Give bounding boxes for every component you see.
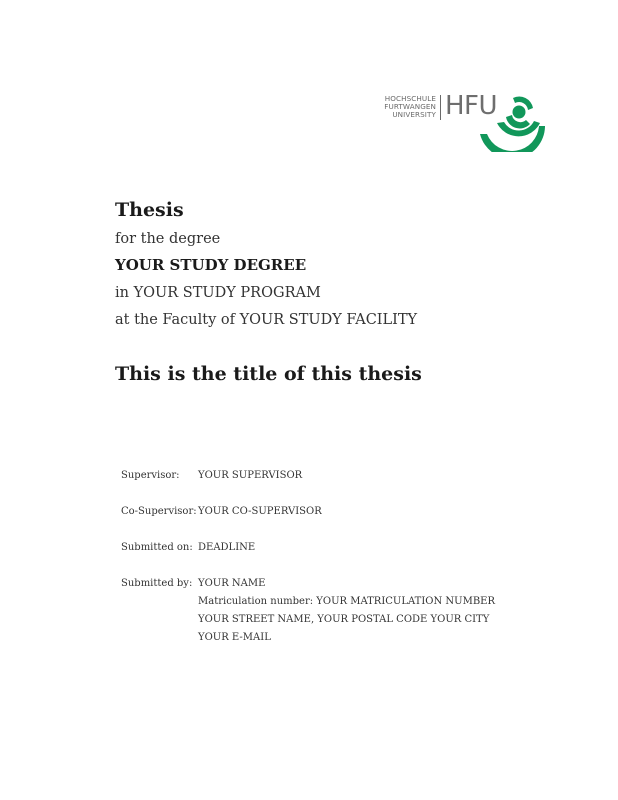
logo-line-3: UNIVERSITY bbox=[392, 110, 436, 120]
logo-abbreviation: HFU bbox=[445, 91, 498, 121]
logo-wordmark bbox=[382, 95, 436, 120]
cosupervisor-label: Co-Supervisor: bbox=[121, 506, 197, 517]
logo-divider bbox=[440, 95, 441, 120]
thesis-title: This is the title of this thesis bbox=[115, 363, 422, 385]
author-block bbox=[198, 575, 495, 647]
document-type-heading: Thesis bbox=[115, 199, 184, 221]
author-address: YOUR STREET NAME, YOUR POSTAL CODE YOUR CITY bbox=[198, 614, 490, 625]
submitted-by-label: Submitted by: bbox=[121, 578, 193, 589]
author-name: YOUR NAME bbox=[198, 578, 266, 589]
logo-line-1: HOCHSCHULE bbox=[384, 94, 436, 103]
logo-line-2: FURTWANGEN bbox=[384, 102, 436, 112]
supervisor-label: Supervisor: bbox=[121, 470, 180, 481]
cosupervisor-value: YOUR CO-SUPERVISOR bbox=[198, 506, 322, 517]
university-logo bbox=[382, 90, 552, 152]
matriculation-number: Matriculation number: YOUR MATRICULATION NUMBER bbox=[198, 596, 496, 607]
study-program: in YOUR STUDY PROGRAM bbox=[115, 285, 321, 301]
submitted-on-value: DEADLINE bbox=[198, 542, 256, 553]
degree-name: YOUR STUDY DEGREE bbox=[115, 256, 307, 274]
degree-intro: for the degree bbox=[115, 231, 221, 247]
author-email: YOUR E-MAIL bbox=[198, 632, 271, 643]
faculty: at the Faculty of YOUR STUDY FACILITY bbox=[115, 312, 418, 328]
logo-arcs-icon bbox=[477, 90, 549, 152]
submitted-on-label: Submitted on: bbox=[121, 542, 193, 553]
supervisor-value: YOUR SUPERVISOR bbox=[198, 470, 303, 481]
